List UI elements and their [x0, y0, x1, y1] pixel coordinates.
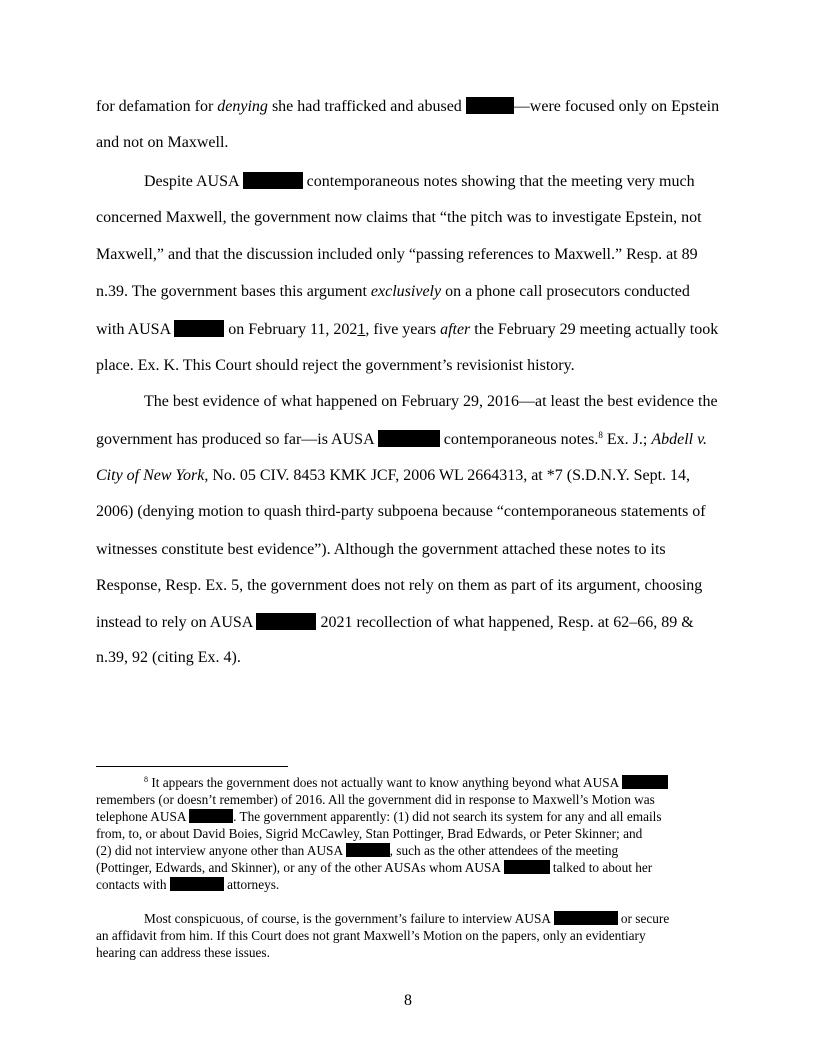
redaction-box — [243, 172, 303, 189]
text-run: Response, Resp. Ex. 5, the government does not rely on them as part of its argument, choosing — [96, 577, 703, 594]
redaction-box — [346, 843, 390, 857]
body-line — [96, 430, 707, 449]
text-run: Despite AUSA — [144, 173, 243, 190]
text-run: n.39. The government bases this argument — [96, 283, 371, 300]
text-run: , such as the other attendees of the meeting — [389, 843, 619, 858]
redaction-box — [189, 809, 233, 823]
text-run: 2006) (denying motion to quash third-party subpoena because “contemporaneous statements of — [96, 503, 706, 520]
text-run: she had trafficked and abused — [267, 98, 466, 115]
italic-text: after — [440, 321, 471, 338]
italic-text: City of New York — [96, 467, 205, 484]
redaction-box — [622, 775, 668, 789]
body-line — [96, 134, 228, 152]
text-run: instead to rely on AUSA — [96, 614, 257, 631]
body-line — [96, 503, 706, 521]
italic-text: exclusively — [370, 283, 442, 300]
body-line — [144, 393, 718, 411]
redaction-box — [174, 320, 224, 337]
text-run: . The government apparently: (1) did not search its system for any and all emails — [233, 809, 662, 824]
text-run: and not on Maxwell. — [96, 134, 229, 151]
text-run: for defamation for — [96, 98, 218, 115]
body-line — [96, 613, 694, 632]
body-line — [96, 97, 719, 116]
text-run: n.39, 92 (citing Ex. 4). — [96, 649, 241, 666]
text-run: on a phone call prosecutors conducted — [441, 283, 690, 300]
footnote-marker: 8 — [144, 775, 148, 784]
text-run: The best evidence of what happened on February 29, 2016—at least the best evidence the — [144, 393, 718, 410]
text-run: It appears the government does not actually want to know anything beyond what AUSA — [148, 775, 622, 790]
footnote-line — [96, 843, 618, 858]
text-run: 2021 recollection of what happened, Resp. at 62–66, 89 & — [316, 614, 694, 631]
text-run: , five years — [365, 321, 441, 338]
text-run: Ex. J.; — [602, 431, 652, 448]
redaction-box — [554, 911, 618, 925]
footnote-line — [96, 809, 662, 824]
text-run: the February 29 meeting actually took — [470, 321, 719, 338]
text-run: hearing can address these issues. — [96, 945, 270, 960]
redaction-box — [256, 613, 316, 630]
body-line — [96, 467, 690, 485]
body-line — [96, 320, 718, 339]
footnote-marker: 8 — [598, 430, 603, 440]
text-run: with AUSA — [96, 321, 175, 338]
underlined-text: 1 — [357, 321, 366, 338]
text-run: government has produced so far—is AUSA — [96, 431, 378, 448]
text-run: contemporaneous notes showing that the meeting very much — [302, 173, 695, 190]
redaction-box — [170, 877, 224, 891]
text-run: contacts with — [96, 877, 170, 892]
redaction-box — [504, 860, 550, 874]
footnote-line — [144, 775, 668, 790]
page-number: 8 — [404, 992, 412, 1009]
text-run: attorneys. — [223, 877, 280, 892]
text-run: , No. 05 CIV. 8453 KMK JCF, 2006 WL 2664313, at *7 (S.D.N.Y. Sept. 14, — [204, 467, 691, 484]
redaction-box — [466, 97, 514, 114]
footnote-line — [96, 877, 279, 892]
footnote-line — [96, 792, 655, 807]
redaction-box — [378, 430, 440, 447]
footnote-line — [144, 911, 669, 926]
footnote-line — [96, 945, 270, 960]
body-line — [96, 577, 702, 595]
footnote-separator — [96, 766, 288, 767]
body-line — [96, 649, 241, 667]
italic-text: denying — [217, 98, 268, 115]
footnote-line — [96, 928, 646, 943]
text-run: witnesses constitute best evidence”). Although the government attached these notes to its — [96, 541, 666, 558]
text-run: or secure — [617, 911, 670, 926]
text-run: concerned Maxwell, the government now claims that “the pitch was to investigate Epstein, not — [96, 209, 702, 226]
text-run: on February 11, 202 — [224, 321, 358, 338]
text-run: (2) did not interview anyone other than AUSA — [96, 843, 346, 858]
body-line — [96, 283, 690, 301]
text-run: remembers (or doesn’t remember) of 2016. All the government did in response to Maxwell’s Motion was — [96, 792, 655, 807]
text-run: Most conspicuous, of course, is the government’s failure to interview AUSA — [144, 911, 554, 926]
text-run: telephone AUSA — [96, 809, 190, 824]
footnote-line — [96, 826, 642, 841]
body-line — [96, 541, 666, 559]
body-line — [96, 246, 698, 264]
text-run: place. Ex. K. This Court should reject the government’s revisionist history. — [96, 357, 575, 374]
text-run: an affidavit from him. If this Court does not grant Maxwell’s Motion on the papers, only an evidentiary — [96, 928, 646, 943]
text-run: from, to, or about David Boies, Sigrid McCawley, Stan Pottinger, Brad Edwards, or Peter Skinner; and — [96, 826, 643, 841]
footnote-line — [96, 860, 652, 875]
text-run: —were focused only on Epstein — [513, 98, 720, 115]
text-run: (Pottinger, Edwards, and Skinner), or any of the other AUSAs whom AUSA — [96, 860, 504, 875]
text-run: contemporaneous notes. — [439, 431, 599, 448]
body-line — [96, 209, 702, 227]
text-run: talked to about her — [549, 860, 653, 875]
italic-text: Abdell v. — [651, 431, 707, 448]
body-line — [144, 172, 695, 191]
text-run: Maxwell,” and that the discussion included only “passing references to Maxwell.” Resp. at 89 — [96, 246, 698, 263]
body-line — [96, 357, 575, 375]
